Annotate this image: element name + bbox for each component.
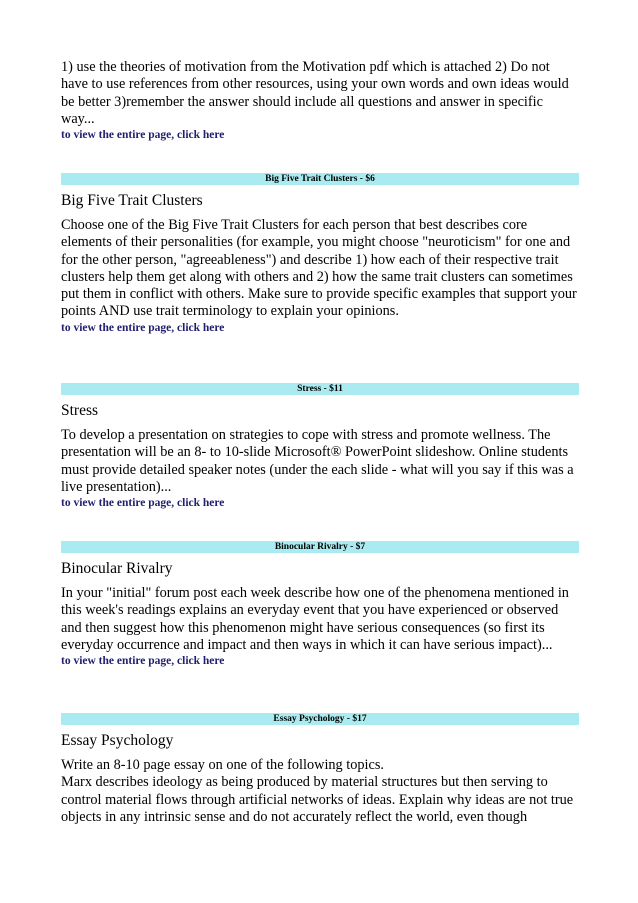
section-title: Stress bbox=[61, 402, 99, 419]
intro-section bbox=[61, 59, 579, 143]
section-body: To develop a presentation on strategies to cope with stress and promote wellness. The presentation will be an 8- to 10-slide Microsoft® PowerPoint slideshow. Online students must provide detailed speaker notes (under the each slide - what will you say if this was a live presentation)... bbox=[61, 427, 574, 495]
view-entire-page-link[interactable]: to view the entire page, click here bbox=[61, 497, 225, 510]
section-title: Essay Psychology bbox=[61, 732, 174, 749]
section-header-bar: Essay Psychology - $17 bbox=[61, 713, 579, 725]
section-header-bar: Big Five Trait Clusters - $6 bbox=[61, 173, 579, 185]
section-header-bar: Stress - $11 bbox=[61, 383, 579, 395]
view-entire-page-link[interactable]: to view the entire page, click here bbox=[61, 129, 225, 142]
section-body-line: Write an 8-10 page essay on one of the following topics. bbox=[61, 757, 385, 773]
section-header-bar: Binocular Rivalry - $7 bbox=[61, 541, 579, 553]
view-entire-page-link[interactable]: to view the entire page, click here bbox=[61, 321, 225, 334]
section-body-paragraph: Marx describes ideology as being produced by material structures but then serving to control material flows through artificial networks of ideas. Explain why ideas are not true objects in any intrinsic sense and do not accurately reflect the world, even though bbox=[61, 774, 574, 825]
section-title: Binocular Rivalry bbox=[61, 560, 173, 577]
intro-text: 1) use the theories of motivation from the Motivation pdf which is attached 2) Do not have to use references from other resources, using your own words and own ideas would be better 3)remember the answer should include all questions and answer in specific way... bbox=[61, 59, 569, 127]
section-binocular-rivalry bbox=[61, 541, 579, 669]
section-title: Big Five Trait Clusters bbox=[61, 192, 203, 209]
section-essay-psychology bbox=[61, 713, 579, 826]
section-stress bbox=[61, 383, 579, 511]
section-body bbox=[61, 757, 579, 826]
view-entire-page-link[interactable]: to view the entire page, click here bbox=[61, 655, 225, 668]
section-big-five bbox=[61, 173, 579, 336]
section-body: In your "initial" forum post each week describe how one of the phenomena mentioned in this week's readings explains an everyday event that you have experienced or observed and then suggest how this phenomenon might have serious consequences (so first its everyday occurrence and impact and then ways in which it can have serious impact)... bbox=[61, 585, 569, 653]
section-body: Choose one of the Big Five Trait Clusters for each person that best describes core elements of their personalities (for example, you might choose "neuroticism" for one and for the other person, "agreeableness") and describe 1) how each of their respective trait clusters help them get along with others and 2) how the same trait clusters can sometimes put them in conflict with others. Make sure to provide specific examples that support your points AND use trait terminology to explain your opinions. bbox=[61, 217, 577, 320]
